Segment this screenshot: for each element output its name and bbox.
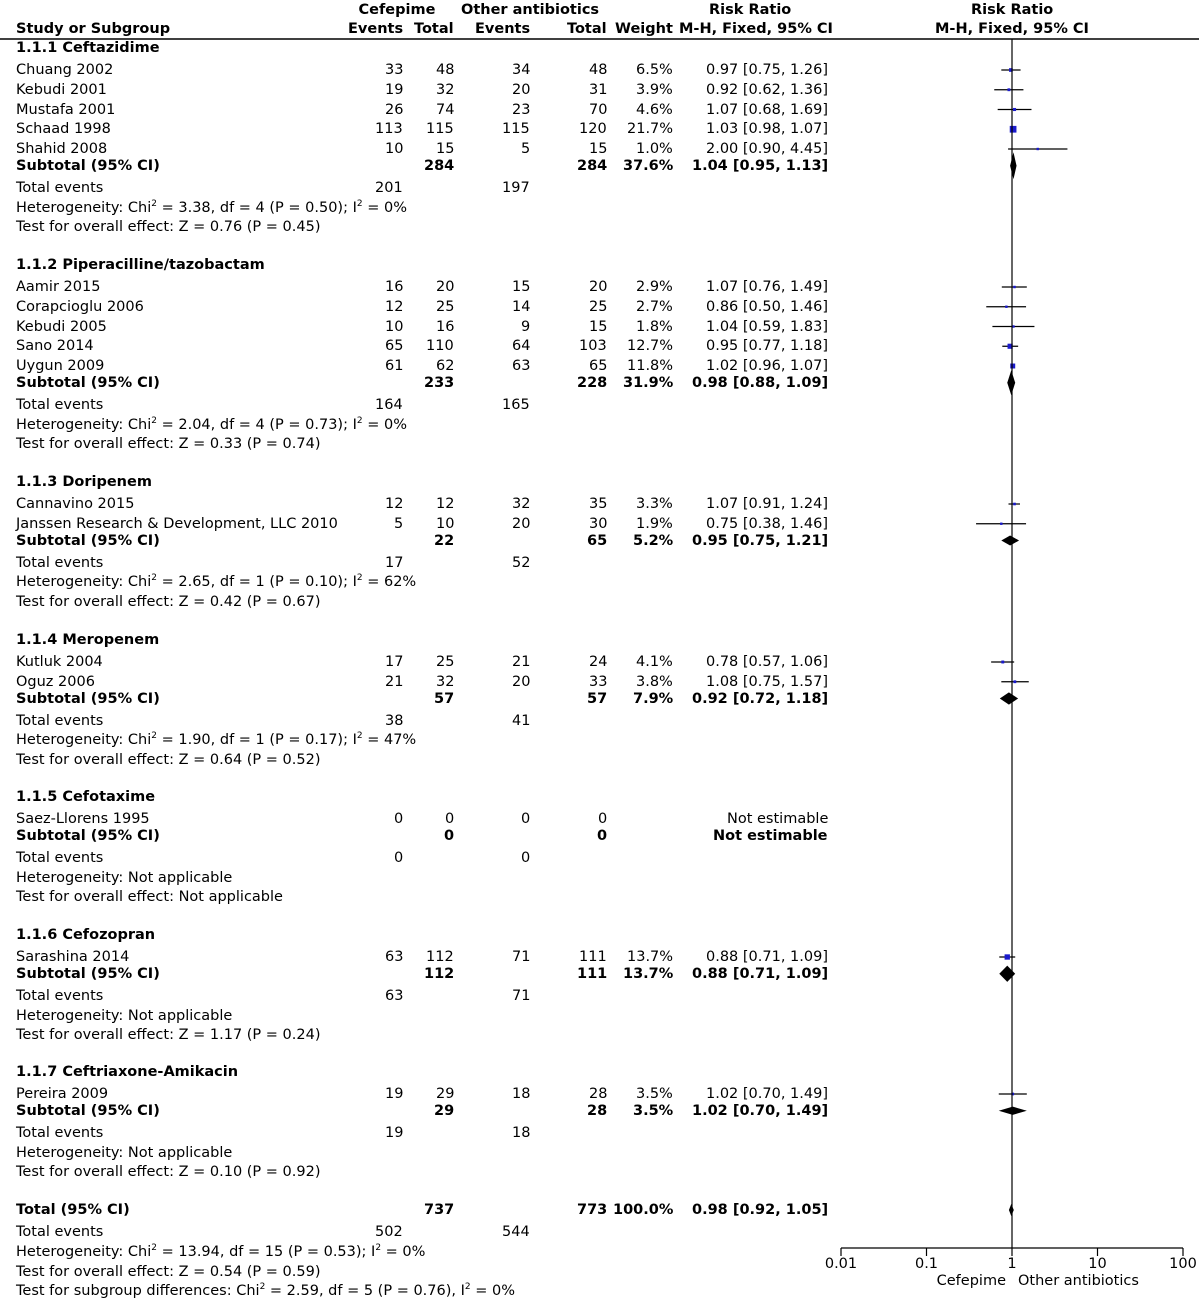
study-name: Kebudi 2005 (16, 318, 107, 335)
study-weight: 3.3% (636, 496, 673, 512)
total-events2: 0 (521, 849, 531, 866)
favours-left-label: Cefepime (936, 1273, 1006, 1289)
study-events2: 14 (512, 298, 531, 315)
point-estimate-square (1000, 523, 1002, 525)
study-events2: 23 (512, 101, 531, 118)
x-tick-label: 10 (1088, 1256, 1107, 1272)
subgroup-differences-part: = 0% (470, 1283, 515, 1300)
study-events2: 63 (512, 358, 531, 374)
subtotal-total1: 22 (434, 532, 455, 549)
study-total2: 24 (589, 654, 608, 670)
header-group1: Cefepime (358, 2, 436, 18)
study-name: Oguz 2006 (16, 673, 95, 690)
total-events2: 197 (502, 179, 530, 196)
study-events2: 20 (512, 515, 531, 532)
subtotal-ci: Not estimable (713, 827, 828, 844)
study-ci: 0.97 [0.75, 1.26] (706, 62, 828, 78)
total-events2: 165 (502, 396, 530, 413)
pooled-diamond (1001, 535, 1019, 545)
study-events2: 5 (521, 141, 531, 157)
heterogeneity-part: 2 (151, 198, 157, 209)
study-total1: 62 (436, 358, 455, 374)
study-total1: 115 (426, 121, 454, 138)
study-events1: 12 (385, 496, 404, 512)
header-events2: Events (475, 21, 531, 37)
subtotal-weight: 37.6% (623, 157, 674, 174)
point-estimate-square (1013, 286, 1015, 288)
total-events-label: Total events (16, 554, 104, 571)
study-name: Pereira 2009 (16, 1086, 109, 1102)
x-tick-label: 0.1 (914, 1256, 939, 1272)
study-events2: 71 (512, 949, 531, 965)
study-total2: 103 (579, 338, 607, 355)
study-name: Kebudi 2001 (16, 81, 107, 98)
point-estimate-square (1001, 661, 1004, 664)
study-weight: 2.7% (636, 298, 673, 315)
heterogeneity-part: Heterogeneity: Chi (16, 732, 152, 749)
grand-heterogeneity-part: Heterogeneity: Chi (16, 1243, 152, 1260)
subgroup-title: 1.1.1 Ceftazidime (16, 40, 160, 56)
heterogeneity-part: 2 (151, 731, 157, 742)
total-events1: 63 (385, 987, 404, 1004)
subtotal-total1: 0 (444, 827, 455, 844)
study-total1: 20 (436, 279, 455, 295)
subtotal-label: Subtotal (95% CI) (16, 532, 160, 549)
study-events2: 20 (512, 673, 531, 690)
subtotal-total1: 29 (434, 1102, 455, 1119)
study-total2: 33 (589, 673, 608, 690)
study-total1: 110 (426, 338, 454, 355)
total-events-label: Total events (16, 712, 104, 729)
study-events1: 26 (385, 101, 404, 118)
study-name: Sano 2014 (16, 338, 94, 355)
grand-heterogeneity-part: = 13.94, df = 15 (P = 0.53); I (157, 1243, 376, 1260)
heterogeneity-part: Heterogeneity: Not applicable (16, 869, 233, 886)
study-events1: 65 (385, 338, 404, 355)
overall-effect: Test for overall effect: Z = 0.33 (P = 0.74) (16, 436, 321, 453)
subtotal-total1: 57 (434, 690, 455, 707)
study-total2: 15 (589, 318, 608, 335)
x-tick-label: 1 (1007, 1256, 1017, 1272)
grand-events2: 544 (502, 1224, 530, 1240)
study-events2: 9 (521, 318, 531, 335)
study-total2: 15 (589, 141, 608, 157)
study-total1: 32 (436, 673, 455, 690)
subgroup-differences-part: 2 (259, 1282, 266, 1293)
heterogeneity-part: = 0% (362, 199, 407, 216)
heterogeneity-part: Heterogeneity: Chi (16, 416, 152, 433)
study-ci: 0.86 [0.50, 1.46] (706, 298, 828, 315)
total-events-label: Total events (16, 179, 104, 196)
total-events2: 52 (512, 554, 531, 571)
total-events1: 0 (394, 849, 404, 866)
subgroup-differences-part: 2 (464, 1282, 471, 1293)
header-plot-method: M-H, Fixed, 95% CI (935, 21, 1089, 37)
study-weight: 4.1% (636, 654, 673, 670)
heterogeneity-part: Heterogeneity: Chi (16, 574, 152, 591)
study-weight: 13.7% (627, 949, 674, 965)
heterogeneity-part: 2 (356, 731, 363, 742)
subtotal-total2: 228 (577, 374, 608, 391)
total-events-label: Total events (16, 987, 104, 1004)
study-ci: 1.07 [0.76, 1.49] (706, 279, 828, 295)
subtotal-total2: 65 (587, 532, 608, 549)
grand-events1: 502 (375, 1224, 403, 1240)
study-name: Uygun 2009 (16, 358, 105, 374)
heterogeneity-part: 2 (356, 198, 363, 209)
study-total2: 35 (589, 496, 608, 512)
grand-overall-effect: Test for overall effect: Z = 0.54 (P = 0.59) (16, 1263, 321, 1280)
x-tick-label: 100 (1169, 1256, 1197, 1272)
study-events2: 115 (502, 121, 530, 138)
study-events1: 19 (385, 1086, 404, 1102)
header-total2: Total (567, 21, 607, 37)
subgroup-title: 1.1.7 Ceftriaxone-Amikacin (16, 1064, 239, 1080)
study-total2: 0 (598, 811, 608, 827)
study-total1: 12 (436, 496, 455, 512)
study-name: Saez-Llorens 1995 (16, 811, 150, 827)
study-events2: 15 (512, 279, 531, 295)
heterogeneity-part: = 2.65, df = 1 (P = 0.10); I (157, 574, 357, 591)
subtotal-ci: 0.95 [0.75, 1.21] (692, 532, 829, 549)
grand-heterogeneity-part: 2 (375, 1242, 382, 1253)
pooled-diamond (1007, 370, 1015, 395)
study-weight: 3.8% (636, 673, 673, 690)
subtotal-ci: 0.98 [0.88, 1.09] (692, 374, 829, 391)
overall-effect: Test for overall effect: Z = 0.42 (P = 0.67) (16, 594, 321, 610)
study-total1: 10 (436, 515, 455, 532)
study-ci: 0.78 [0.57, 1.06] (706, 654, 828, 670)
heterogeneity-part: 2 (356, 415, 363, 426)
subtotal-total2: 111 (577, 965, 608, 982)
study-total2: 70 (589, 101, 608, 118)
study-name: Kutluk 2004 (16, 654, 103, 670)
point-estimate-square (1013, 680, 1016, 683)
pooled-diamond (1010, 152, 1016, 179)
header-group2: Other antibiotics (461, 2, 600, 18)
grand-ci: 0.98 [0.92, 1.05] (692, 1202, 829, 1218)
study-events2: 18 (512, 1086, 531, 1102)
study-events1: 10 (385, 318, 404, 335)
study-total2: 48 (589, 62, 608, 78)
study-total2: 111 (579, 949, 607, 965)
study-events1: 12 (385, 298, 404, 315)
heterogeneity-part: 2 (356, 573, 363, 584)
heterogeneity-part: 2 (151, 415, 157, 426)
subtotal-label: Subtotal (95% CI) (16, 965, 160, 982)
study-events1: 61 (385, 358, 404, 374)
subtotal-weight: 3.5% (633, 1102, 674, 1119)
subtotal-total2: 28 (587, 1102, 608, 1119)
heterogeneity-part: = 0% (362, 416, 407, 433)
total-events1: 201 (375, 179, 403, 196)
study-total1: 112 (426, 949, 454, 965)
heterogeneity-part: Heterogeneity: Not applicable (16, 1144, 233, 1161)
study-total1: 25 (436, 298, 455, 315)
study-total2: 120 (579, 121, 607, 138)
study-ci: Not estimable (727, 811, 829, 827)
study-events2: 32 (512, 496, 531, 512)
study-events1: 21 (385, 673, 404, 690)
study-ci: 0.88 [0.71, 1.09] (706, 949, 828, 965)
study-events2: 64 (512, 338, 531, 355)
grand-weight: 100.0% (613, 1202, 674, 1218)
grand-total1: 737 (424, 1202, 455, 1218)
study-total2: 31 (589, 81, 608, 98)
heterogeneity-part: = 47% (362, 732, 417, 749)
subtotal-weight: 13.7% (623, 965, 674, 982)
study-events1: 63 (385, 949, 404, 965)
study-total1: 74 (436, 101, 455, 118)
subtotal-total1: 284 (424, 157, 455, 174)
study-ci: 1.07 [0.91, 1.24] (706, 496, 828, 512)
heterogeneity-part: = 3.38, df = 4 (P = 0.50); I (157, 199, 357, 216)
study-events1: 33 (385, 62, 404, 78)
subgroup-differences-part: Test for subgroup differences: Chi (16, 1283, 260, 1300)
total-events2: 41 (512, 712, 531, 729)
subtotal-weight: 31.9% (623, 374, 674, 391)
study-events1: 113 (375, 121, 403, 138)
header-events1: Events (348, 21, 404, 37)
subgroup-differences-part: = 2.59, df = 5 (P = 0.76), I (265, 1283, 465, 1300)
subtotal-total1: 233 (424, 374, 455, 391)
total-events-label: Total events (16, 396, 104, 413)
study-total1: 25 (436, 654, 455, 670)
study-total2: 20 (589, 279, 608, 295)
study-events1: 5 (394, 515, 404, 532)
subtotal-label: Subtotal (95% CI) (16, 157, 160, 174)
subgroup-title: 1.1.2 Piperacilline/tazobactam (16, 257, 265, 273)
x-tick-label: 0.01 (824, 1256, 858, 1272)
point-estimate-square (1010, 364, 1015, 369)
subtotal-ci: 1.04 [0.95, 1.13] (692, 157, 829, 174)
subtotal-weight: 7.9% (633, 690, 674, 707)
point-estimate-square (1010, 126, 1017, 133)
study-weight: 11.8% (627, 358, 674, 374)
total-events-label: Total events (16, 849, 104, 866)
study-name: Shahid 2008 (16, 141, 108, 157)
subtotal-label: Subtotal (95% CI) (16, 690, 160, 707)
study-weight: 4.6% (636, 101, 673, 118)
study-total2: 65 (589, 358, 608, 374)
subgroup-title: 1.1.5 Cefotaxime (16, 789, 156, 805)
study-weight: 1.8% (636, 318, 673, 335)
point-estimate-square (1037, 148, 1039, 150)
study-ci: 1.08 [0.75, 1.57] (706, 673, 828, 690)
subtotal-total2: 57 (587, 690, 608, 707)
study-name: Sarashina 2014 (16, 949, 130, 965)
study-weight: 2.9% (636, 279, 673, 295)
pooled-diamond (999, 1107, 1027, 1115)
study-name: Corapcioglu 2006 (16, 298, 144, 315)
point-estimate-square (1012, 325, 1014, 327)
study-weight: 12.7% (627, 338, 674, 355)
header-total1: Total (414, 21, 454, 37)
study-total1: 16 (436, 318, 455, 335)
subtotal-weight: 5.2% (633, 532, 674, 549)
subtotal-total2: 284 (577, 157, 608, 174)
study-total1: 15 (436, 141, 455, 157)
study-ci: 0.95 [0.77, 1.18] (706, 338, 828, 355)
subgroup-title: 1.1.3 Doripenem (16, 474, 152, 490)
overall-effect: Test for overall effect: Z = 0.76 (P = 0.45) (16, 219, 321, 236)
total-events1: 19 (385, 1124, 404, 1141)
study-ci: 1.03 [0.98, 1.07] (706, 121, 828, 138)
pooled-diamond (999, 966, 1015, 982)
study-events1: 16 (385, 279, 404, 295)
header-study: Study or Subgroup (16, 21, 171, 37)
study-ci: 1.04 [0.59, 1.83] (706, 318, 828, 335)
grand-heterogeneity-part: 2 (151, 1242, 157, 1253)
study-events2: 0 (521, 811, 531, 827)
study-name: Schaad 1998 (16, 121, 111, 138)
heterogeneity-part: Heterogeneity: Not applicable (16, 1007, 233, 1024)
study-name: Mustafa 2001 (16, 101, 116, 118)
total-events2: 71 (512, 987, 531, 1004)
study-ci: 0.75 [0.38, 1.46] (706, 515, 828, 532)
study-weight: 3.5% (636, 1086, 673, 1102)
study-name: Janssen Research & Development, LLC 2010 (16, 515, 338, 532)
study-ci: 0.92 [0.62, 1.36] (706, 81, 828, 98)
study-ci: 1.07 [0.68, 1.69] (706, 101, 828, 118)
total-events1: 17 (385, 554, 404, 571)
study-name: Cannavino 2015 (16, 496, 135, 512)
total-events-label: Total events (16, 1124, 104, 1141)
study-events1: 19 (385, 81, 404, 98)
total-events2: 18 (512, 1124, 531, 1141)
total-events1: 38 (385, 712, 404, 729)
study-weight: 1.0% (636, 141, 673, 157)
heterogeneity-part: = 2.04, df = 4 (P = 0.73); I (157, 416, 357, 433)
study-total2: 25 (589, 298, 608, 315)
overall-effect: Test for overall effect: Z = 0.10 (P = 0.92) (16, 1164, 321, 1181)
subtotal-ci: 1.02 [0.70, 1.49] (692, 1102, 829, 1119)
study-total1: 32 (436, 81, 455, 98)
study-total2: 30 (589, 515, 608, 532)
study-total1: 29 (436, 1086, 455, 1102)
favours-right-label: Other antibiotics (1018, 1273, 1139, 1289)
study-events1: 17 (385, 654, 404, 670)
point-estimate-square (1007, 88, 1010, 91)
header-weight: Weight (615, 21, 673, 37)
header-plot-title: Risk Ratio (971, 2, 1054, 18)
grand-events-label: Total events (16, 1224, 104, 1240)
study-ci: 1.02 [0.70, 1.49] (706, 1086, 828, 1102)
point-estimate-square (1013, 503, 1016, 506)
header-rr-title: Risk Ratio (709, 2, 792, 18)
overall-effect: Test for overall effect: Z = 0.64 (P = 0.52) (16, 752, 321, 768)
subgroup-title: 1.1.4 Meropenem (16, 632, 160, 648)
study-name: Aamir 2015 (16, 279, 101, 295)
grand-total2: 773 (577, 1202, 608, 1218)
study-total1: 0 (445, 811, 455, 827)
overall-effect: Test for overall effect: Not applicable (16, 889, 283, 906)
study-weight: 3.9% (636, 81, 673, 98)
study-weight: 21.7% (627, 121, 674, 138)
point-estimate-square (1005, 954, 1010, 959)
subtotal-label: Subtotal (95% CI) (16, 827, 160, 844)
total-events1: 164 (375, 396, 403, 413)
study-name: Chuang 2002 (16, 62, 114, 78)
study-ci: 2.00 [0.90, 4.45] (706, 141, 828, 157)
overall-effect: Test for overall effect: Z = 1.17 (P = 0.24) (16, 1027, 321, 1044)
point-estimate-square (1013, 108, 1016, 111)
study-events1: 10 (385, 141, 404, 157)
study-weight: 1.9% (636, 515, 673, 532)
subtotal-ci: 0.88 [0.71, 1.09] (692, 965, 829, 982)
point-estimate-square (1005, 306, 1007, 308)
study-events1: 0 (394, 811, 404, 827)
study-total1: 48 (436, 62, 455, 78)
study-events2: 20 (512, 81, 531, 98)
study-total2: 28 (589, 1086, 608, 1102)
heterogeneity-part: 2 (151, 573, 157, 584)
subtotal-total2: 0 (597, 827, 608, 844)
pooled-diamond (1009, 1204, 1014, 1216)
study-ci: 1.02 [0.96, 1.07] (706, 358, 828, 374)
subtotal-label: Subtotal (95% CI) (16, 1102, 160, 1119)
study-events2: 34 (512, 62, 531, 78)
subtotal-label: Subtotal (95% CI) (16, 374, 160, 391)
study-events2: 21 (512, 654, 531, 670)
subtotal-total1: 112 (424, 965, 455, 982)
header-rr-method: M-H, Fixed, 95% CI (679, 21, 833, 37)
heterogeneity-part: = 1.90, df = 1 (P = 0.17); I (157, 732, 357, 749)
subtotal-ci: 0.92 [0.72, 1.18] (692, 690, 829, 707)
pooled-diamond (1000, 692, 1018, 704)
study-weight: 6.5% (636, 62, 673, 78)
heterogeneity-part: Heterogeneity: Chi (16, 199, 152, 216)
grand-total-label: Total (95% CI) (16, 1202, 130, 1218)
subgroup-title: 1.1.6 Cefozopran (16, 927, 156, 943)
grand-heterogeneity-part: = 0% (381, 1243, 426, 1260)
heterogeneity-part: = 62% (362, 574, 417, 591)
